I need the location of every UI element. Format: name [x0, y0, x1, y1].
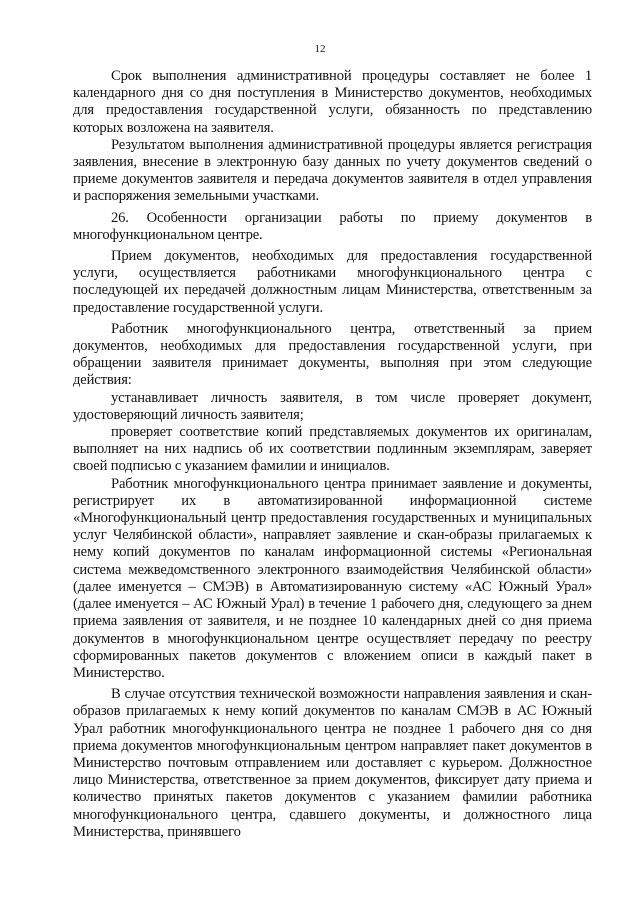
paragraph-copies-verification: проверяет соответствие копий представляемых документов их оригиналам, выполняет на них надпись об их соответствии подлинным экземплярам, заверяет своей подписью с указанием фамилии и инициалов. [73, 424, 592, 475]
paragraph-document-acceptance: Прием документов, необходимых для предоставления государственной услуги, осуществляется работниками многофункционального центра с последующей их передачей должностным лицам Министерства, ответственным за предоставление государственной услуги. [73, 248, 592, 316]
paragraph-identity-check: устанавливает личность заявителя, в том числе проверяет документ, удостоверяющий личность заявителя; [73, 389, 592, 423]
paragraph-procedure-duration: Срок выполнения административной процедуры составляет не более 1 календарного дня со дня поступления в Министерство документов, необходимых для предоставления государственной услуги, обязанность по представлению которых возложена на заявителя. [73, 68, 592, 136]
paragraph-registration-transfer: Работник многофункционального центра принимает заявление и документы, регистрирует их в автоматизированной информационной системе «Многофункциональный центр предоставления государственных и муниципальных услуг Челябинской области», направляет заявление и скан-образы прилагаемых к нему копий документов по каналам информационной системы «Региональная система межведомственного электронного взаимодействия Челябинской области» (далее именуется – СМЭВ) в Автоматизированную систему «АС Южный Урал» (далее именуется – АС Южный Урал) в течение 1 рабочего дня, следующего за днем приема заявления от заявителя, и не позднее 10 календарных дней со дня приема документов в многофункциональном центре осуществляет передачу по реестру сформированных пакетов документов с вложением описи в каждый пакет в Министерство. [73, 475, 592, 681]
paragraph-section-26-heading: 26. Особенности организации работы по приему документов в многофункциональном центре. [73, 209, 592, 243]
document-body [73, 68, 592, 841]
page-number: 12 [314, 43, 326, 55]
paragraph-employee-actions: Работник многофункционального центра, ответственный за прием документов, необходимых для предоставления государственной услуги, при обращении заявителя принимает документы, выполняя при этом следующие действия: [73, 320, 592, 389]
paragraph-procedure-result: Результатом выполнения административной процедуры является регистрация заявления, внесение в электронную базу данных по учету документов сведений о приеме документов заявителя и передача документов заявителя в отдел управления и распоряжения земельными участками. [73, 136, 592, 205]
paragraph-no-technical-capability: В случае отсутствия технической возможности направления заявления и скан-образов прилагаемых к нему копий документов по каналам СМЭВ в АС Южный Урал работник многофункционального центра не позднее 1 рабочего дня со дня приема документов многофункциональным центром направляет пакет документов в Министерство почтовым отправлением или доставляет с курьером. Должностное лицо Министерства, ответственное за прием документов, фиксирует дату приема и количество принятых пакетов документов с указанием фамилии работника многофункционального центра, сдавшего документы, и должностного лица Министерства, принявшего [73, 686, 592, 840]
